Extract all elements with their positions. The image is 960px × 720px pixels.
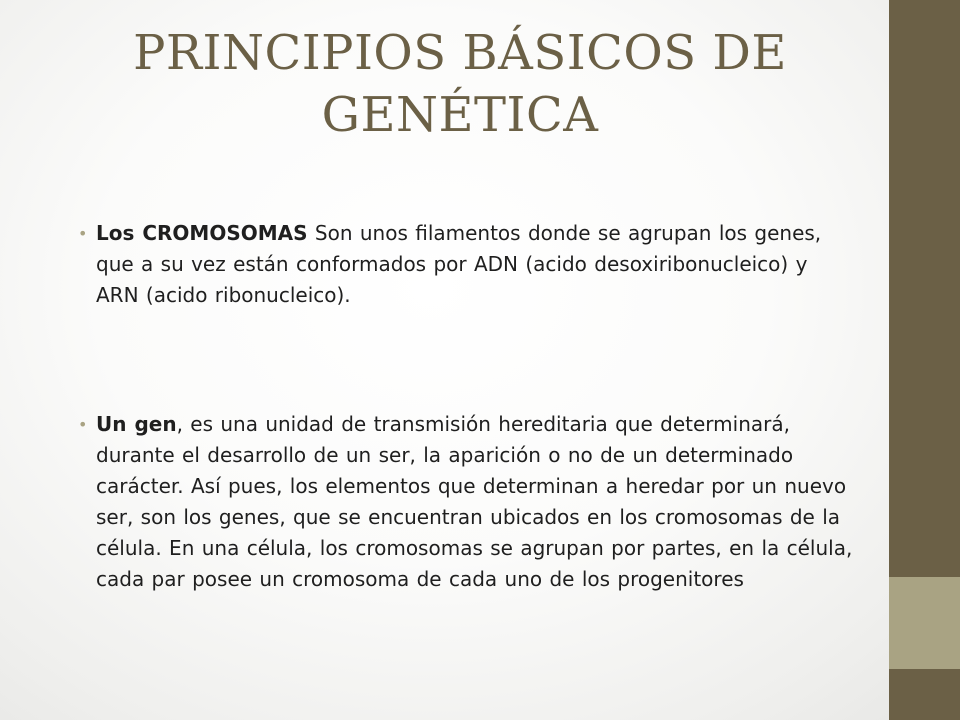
bullet-lead: Un gen xyxy=(96,412,177,436)
side-accent-block xyxy=(889,577,960,669)
bullet-marker-icon: • xyxy=(78,415,88,434)
bullet-list xyxy=(78,218,856,595)
bullet-marker-icon: • xyxy=(78,224,88,243)
bullet-text: , es una unidad de transmisión hereditaria que determinará, durante el desarrollo de un ser, la aparición o no de un determinado carácter. Así pues, los elementos que determinan a heredar por un nuevo ser, son los genes, que se encuentran ubicados en los cromosomas de la célula. En una célula, los cromosomas se agrupan por partes, en la célula, cada par posee un cromosoma de cada uno de los progenitores xyxy=(96,412,853,591)
bullet-item-cromosomas xyxy=(78,218,856,311)
bullet-item-gen xyxy=(78,409,856,595)
bullet-lead: Los CROMOSOMAS xyxy=(96,221,308,245)
slide-title: PRINCIPIOS BÁSICOS DE GENÉTICA xyxy=(133,25,787,143)
bullet-text: Son unos filamentos donde se agrupan los genes, que a su vez están conformados por ADN (acido desoxiribonucleico) y ARN (acido ribonucleico). xyxy=(96,221,822,307)
